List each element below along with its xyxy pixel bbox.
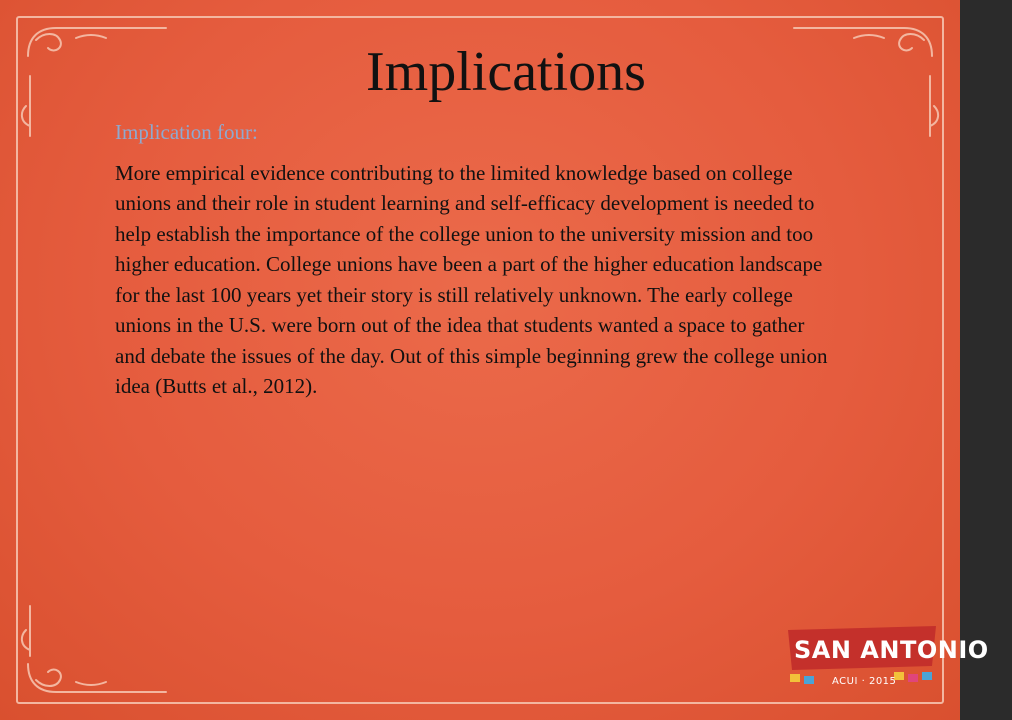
logo-subtitle: ACUI · 2015	[832, 676, 897, 687]
slide-body-text: More empirical evidence contributing to the limited knowledge based on college unions and their role in student learning and self-efficacy development is needed to help establish the importance of the college union to the university mission and too higher education. College unions have been a part of the higher education landscape for the last 100 years yet their story is still relatively unknown. The early college unions in the U.S. were born out of the idea that students wanted a space to gather and debate the issues of the day. Out of this simple beginning grew the college union idea (Butts et al., 2012).	[115, 161, 828, 399]
logo-title: SAN ANTONIO	[794, 636, 989, 664]
slide-title: Implications	[366, 41, 646, 103]
san-antonio-logo	[784, 620, 989, 694]
slide-subheading: Implication four:	[115, 120, 258, 144]
